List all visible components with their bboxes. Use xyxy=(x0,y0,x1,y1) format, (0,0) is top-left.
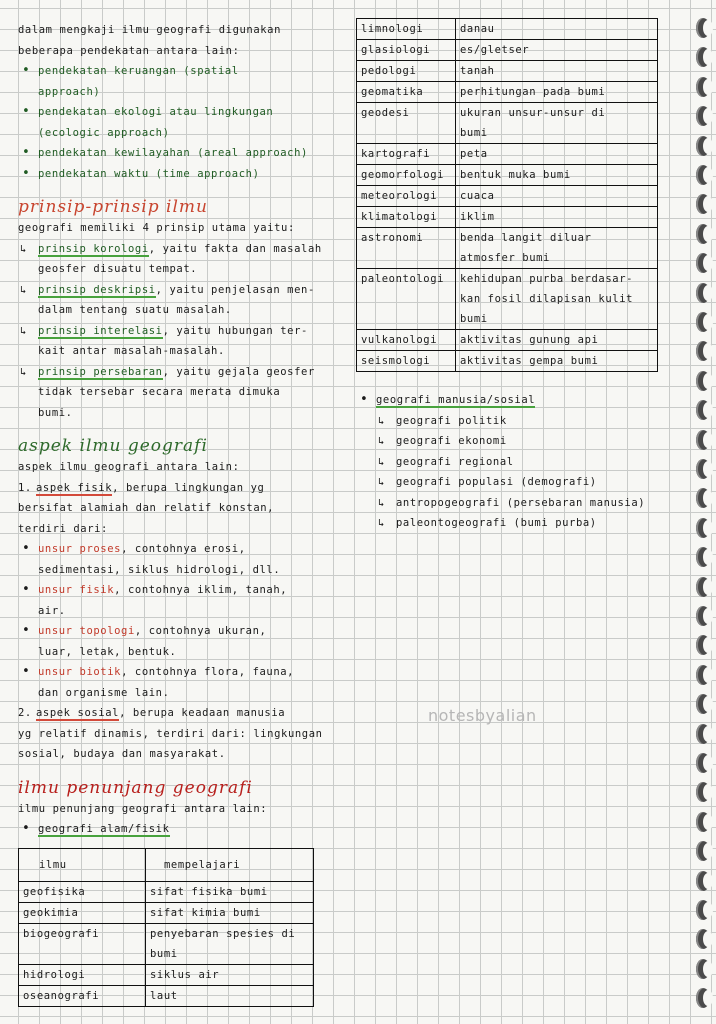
table-cell: meteorologi xyxy=(357,186,456,207)
table-cell: geofisika xyxy=(19,881,146,902)
table-row xyxy=(19,881,314,902)
aspect-desc: , berupa keadaan manusia yg relatif dinamis, terdiri dari: lingkungan sosial, budaya dan masyarakat. xyxy=(18,707,323,760)
table-row xyxy=(357,207,658,228)
header-cell: ilmu xyxy=(19,848,146,881)
right-column xyxy=(356,18,666,534)
list-item: • pendekatan keruangan (spatial approach) xyxy=(18,61,338,102)
binder-ring-icon xyxy=(696,929,710,949)
table-cell: kehidupan purba berdasar- kan fosil dilapisan kulit bumi xyxy=(456,269,658,330)
approach-list xyxy=(18,61,338,184)
table-cell: es/gletser xyxy=(456,40,658,61)
list-number: 2. xyxy=(18,707,32,719)
table-row xyxy=(357,186,658,207)
list-item xyxy=(376,472,666,493)
list-item: • pendekatan kewilayahan (areal approach) xyxy=(18,143,338,164)
physical-label: geografi alam/fisik xyxy=(38,823,170,835)
table-cell: geomorfologi xyxy=(357,165,456,186)
list-item xyxy=(18,819,338,840)
table-cell: peta xyxy=(456,144,658,165)
table-row xyxy=(357,82,658,103)
table-row xyxy=(357,19,658,40)
binder-ring-icon xyxy=(696,812,710,832)
principles-intro: geografi memiliki 4 prinsip utama yaitu: xyxy=(18,222,295,234)
social-item: geografi populasi (demografi) xyxy=(396,476,597,488)
social-label-list xyxy=(356,390,666,411)
table-cell: paleontologi xyxy=(357,269,456,330)
table-cell: iklim xyxy=(456,207,658,228)
table-row xyxy=(357,330,658,351)
list-item xyxy=(18,362,338,424)
list-number: 1. xyxy=(18,481,32,494)
table-cell: oseanografi xyxy=(19,985,146,1006)
binder-ring-icon xyxy=(696,341,710,361)
principle-desc: , yaitu gejala geosfer tidak tersebar secara merata dimuka bumi. xyxy=(38,365,315,419)
binder-ring-icon xyxy=(696,606,710,626)
binder-ring-icon xyxy=(696,106,710,126)
arrow-icon: ↳ xyxy=(378,414,385,427)
list-item xyxy=(18,321,338,362)
physical-label-list xyxy=(18,819,338,840)
aspect-physical-list xyxy=(18,539,338,703)
list-item xyxy=(18,621,338,662)
aspect-desc: , berupa lingkungan yg bersifat alamiah dan relatif konstan, terdiri dari: xyxy=(18,481,275,535)
binder-ring-icon xyxy=(696,459,710,479)
table-cell: aktivitas gunung api xyxy=(456,330,658,351)
table-row xyxy=(357,165,658,186)
arrow-icon: ↳ xyxy=(378,455,385,468)
table-row xyxy=(19,964,314,985)
support-intro: ilmu penunjang geografi antara lain: xyxy=(18,802,268,815)
binder-ring-icon xyxy=(696,782,710,802)
table-row xyxy=(357,351,658,372)
support-heading: ilmu penunjang geografi xyxy=(18,777,253,798)
table-cell: penyebaran spesies di bumi xyxy=(146,923,314,964)
binder-ring-icon xyxy=(696,18,710,38)
table-cell: astronomi xyxy=(357,228,456,269)
table-cell: laut xyxy=(146,985,314,1006)
binder-ring-icon xyxy=(696,753,710,773)
arrow-icon: ↳ xyxy=(378,476,385,488)
binder-ring-icon xyxy=(696,165,710,185)
table-cell: geodesi xyxy=(357,103,456,144)
binder-ring-icon xyxy=(696,77,710,97)
principle-desc: , yaitu penjelasan men- dalam tentang suatu masalah. xyxy=(38,283,315,316)
binder-ring-icon xyxy=(696,283,710,303)
binder-ring-icon xyxy=(696,577,710,597)
binder-ring-icon xyxy=(696,841,710,861)
table-cell: benda langit diluar atmosfer bumi xyxy=(456,228,658,269)
binder-ring-icon xyxy=(696,547,710,567)
arrow-icon: ↳ xyxy=(20,324,27,337)
element-desc: , contohnya ukuran, luar, letak, bentuk. xyxy=(38,625,267,658)
table-cell: glasiologi xyxy=(357,40,456,61)
element-term: unsur proses xyxy=(38,543,122,555)
list-item xyxy=(376,513,666,534)
binder-ring-icon xyxy=(696,400,710,420)
aspect-term: aspek fisik xyxy=(36,481,113,494)
table-row xyxy=(357,40,658,61)
principle-desc: , yaitu fakta dan masalah geosfer disuatu tempat. xyxy=(38,242,322,275)
binder-ring-icon xyxy=(696,430,710,450)
table-header-row xyxy=(19,848,314,881)
table-row xyxy=(357,144,658,165)
element-desc: , contohnya flora, fauna, dan organisme lain. xyxy=(38,666,295,699)
table-cell: danau xyxy=(456,19,658,40)
binder-ring-icon xyxy=(696,900,710,920)
principle-term: prinsip interelasi xyxy=(38,324,163,337)
list-item xyxy=(18,239,338,280)
list-item xyxy=(376,493,666,514)
list-item xyxy=(376,431,666,452)
table-cell: vulkanologi xyxy=(357,330,456,351)
aspect-social xyxy=(18,703,338,765)
principle-term: prinsip deskripsi xyxy=(38,283,156,296)
binder-ring-icon xyxy=(696,635,710,655)
arrow-icon: ↳ xyxy=(20,365,27,378)
element-term: unsur topologi xyxy=(38,625,135,637)
list-item xyxy=(18,539,338,580)
principle-desc: , yaitu hubungan ter- kait antar masalah-masalah. xyxy=(38,324,308,357)
principles-list xyxy=(18,239,338,424)
principle-term: prinsip persebaran xyxy=(38,365,163,378)
binder-ring-icon xyxy=(696,47,710,67)
physical-table xyxy=(18,848,314,1007)
arrow-icon: ↳ xyxy=(378,435,385,447)
binder-ring-icon xyxy=(696,988,710,1008)
table-row xyxy=(357,228,658,269)
table-cell: siklus air xyxy=(146,964,314,985)
table-cell: limnologi xyxy=(357,19,456,40)
aspects-intro: aspek ilmu geografi antara lain: xyxy=(18,461,240,473)
social-item: antropogeografi (persebaran manusia) xyxy=(396,496,646,509)
social-item: geografi ekonomi xyxy=(396,435,507,447)
binder-ring-icon xyxy=(696,871,710,891)
element-desc: , contohnya iklim, tanah, air. xyxy=(38,584,288,617)
table-cell: bentuk muka bumi xyxy=(456,165,658,186)
table-cell: aktivitas gempa bumi xyxy=(456,351,658,372)
physical-table-continued xyxy=(356,18,658,372)
list-item xyxy=(18,580,338,621)
table-cell: hidrologi xyxy=(19,964,146,985)
table-row xyxy=(19,923,314,964)
binder-rings xyxy=(686,18,716,1018)
principle-term: prinsip korologi xyxy=(38,242,149,255)
binder-ring-icon xyxy=(696,488,710,508)
element-desc: , contohnya erosi, sedimentasi, siklus hidrologi, dll. xyxy=(38,543,281,576)
social-item: paleontogeografi (bumi purba) xyxy=(396,517,597,529)
list-item xyxy=(356,390,666,411)
table-cell: tanah xyxy=(456,61,658,82)
arrow-icon: ↳ xyxy=(20,283,27,296)
aspect-physical xyxy=(18,478,338,540)
binder-ring-icon xyxy=(696,959,710,979)
table-cell: cuaca xyxy=(456,186,658,207)
social-label: geografi manusia/sosial xyxy=(376,394,536,406)
list-item: • pendekatan waktu (time approach) xyxy=(18,164,338,185)
table-cell: geokimia xyxy=(19,902,146,923)
intro-text: dalam mengkaji ilmu geografi digunakan beberapa pendekatan antara lain: xyxy=(18,24,282,57)
binder-ring-icon xyxy=(696,194,710,214)
table-cell: seismologi xyxy=(357,351,456,372)
header-cell: mempelajari xyxy=(146,848,314,881)
binder-ring-icon xyxy=(696,371,710,391)
binder-ring-icon xyxy=(696,136,710,156)
watermark: notesbyalian xyxy=(428,706,537,725)
binder-ring-icon xyxy=(696,694,710,714)
binder-ring-icon xyxy=(696,224,710,244)
social-list xyxy=(376,411,666,534)
table-row xyxy=(19,985,314,1006)
list-item xyxy=(18,280,338,321)
aspects-heading: aspek ilmu geografi xyxy=(18,436,208,456)
list-item: • pendekatan ekologi atau lingkungan (ecologic approach) xyxy=(18,102,338,143)
table-row xyxy=(357,61,658,82)
table-row xyxy=(357,103,658,144)
social-item: geografi regional xyxy=(396,455,514,468)
arrow-icon: ↳ xyxy=(378,517,385,529)
table-cell: kartografi xyxy=(357,144,456,165)
element-term: unsur biotik xyxy=(38,666,122,678)
arrow-icon: ↳ xyxy=(378,496,385,509)
table-cell: perhitungan pada bumi xyxy=(456,82,658,103)
table-row xyxy=(357,269,658,330)
binder-ring-icon xyxy=(696,665,710,685)
list-item xyxy=(18,662,338,703)
table-cell: biogeografi xyxy=(19,923,146,964)
left-column xyxy=(18,20,338,1007)
table-cell: ukuran unsur-unsur di bumi xyxy=(456,103,658,144)
binder-ring-icon xyxy=(696,518,710,538)
element-term: unsur fisik xyxy=(38,584,115,596)
binder-ring-icon xyxy=(696,253,710,273)
list-item xyxy=(376,411,666,432)
binder-ring-icon xyxy=(696,312,710,332)
table-cell: pedologi xyxy=(357,61,456,82)
principles-heading: prinsip-prinsip ilmu xyxy=(18,197,208,217)
table-cell: klimatologi xyxy=(357,207,456,228)
list-item xyxy=(376,452,666,473)
aspect-term: aspek sosial xyxy=(36,707,120,719)
binder-ring-icon xyxy=(696,724,710,744)
arrow-icon: ↳ xyxy=(20,242,27,255)
table-cell: sifat fisika bumi xyxy=(146,881,314,902)
table-cell: geomatika xyxy=(357,82,456,103)
social-item: geografi politik xyxy=(396,414,507,427)
table-cell: sifat kimia bumi xyxy=(146,902,314,923)
table-row xyxy=(19,902,314,923)
